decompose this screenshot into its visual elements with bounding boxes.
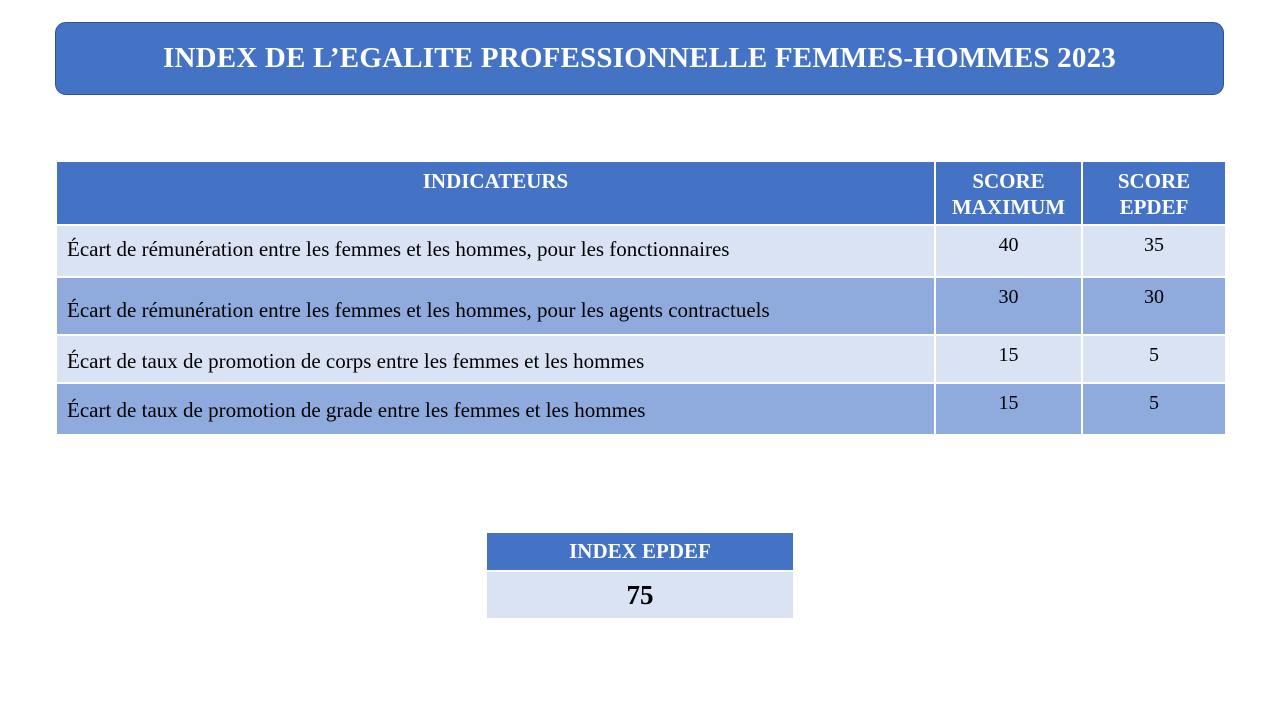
header-score-epdef-line2: EPDEF (1119, 195, 1189, 219)
table-row (56, 225, 1226, 277)
header-indicators-label: INDICATEURS (422, 169, 569, 193)
header-score-epdef-line1: SCORE (1117, 169, 1191, 193)
table-row (56, 335, 1226, 383)
score-epdef-value: 30 (1082, 277, 1226, 335)
indicator-label: Écart de rémunération entre les femmes et les hommes, pour les agents contractuels (56, 277, 935, 335)
index-epdef-label: INDEX EPDEF (486, 533, 794, 571)
index-epdef-table (485, 533, 795, 620)
header-score-maximum-line2: MAXIMUM (951, 195, 1066, 219)
indicator-label: Écart de rémunération entre les femmes et les hommes, pour les fonctionnaires (56, 225, 935, 277)
header-indicators (56, 161, 935, 225)
score-maximum-value: 40 (935, 225, 1082, 277)
page-title: INDEX DE L’EGALITE PROFESSIONNELLE FEMMES-HOMMES 2023 (163, 42, 1116, 74)
index-epdef-value: 75 (486, 571, 794, 619)
title-banner (55, 22, 1224, 95)
table-row (56, 383, 1226, 435)
score-epdef-value: 5 (1082, 383, 1226, 435)
indicator-label: Écart de taux de promotion de grade entre les femmes et les hommes (56, 383, 935, 435)
table-header-row (56, 161, 1226, 225)
header-score-maximum-line1: SCORE (972, 169, 1045, 193)
score-epdef-value: 35 (1082, 225, 1226, 277)
indicators-table (55, 160, 1227, 436)
header-score-epdef (1082, 161, 1226, 225)
table-row (56, 277, 1226, 335)
header-score-maximum (935, 161, 1082, 225)
score-maximum-value: 30 (935, 277, 1082, 335)
indicator-label: Écart de taux de promotion de corps entre les femmes et les hommes (56, 335, 935, 383)
score-maximum-value: 15 (935, 335, 1082, 383)
score-maximum-value: 15 (935, 383, 1082, 435)
score-epdef-value: 5 (1082, 335, 1226, 383)
